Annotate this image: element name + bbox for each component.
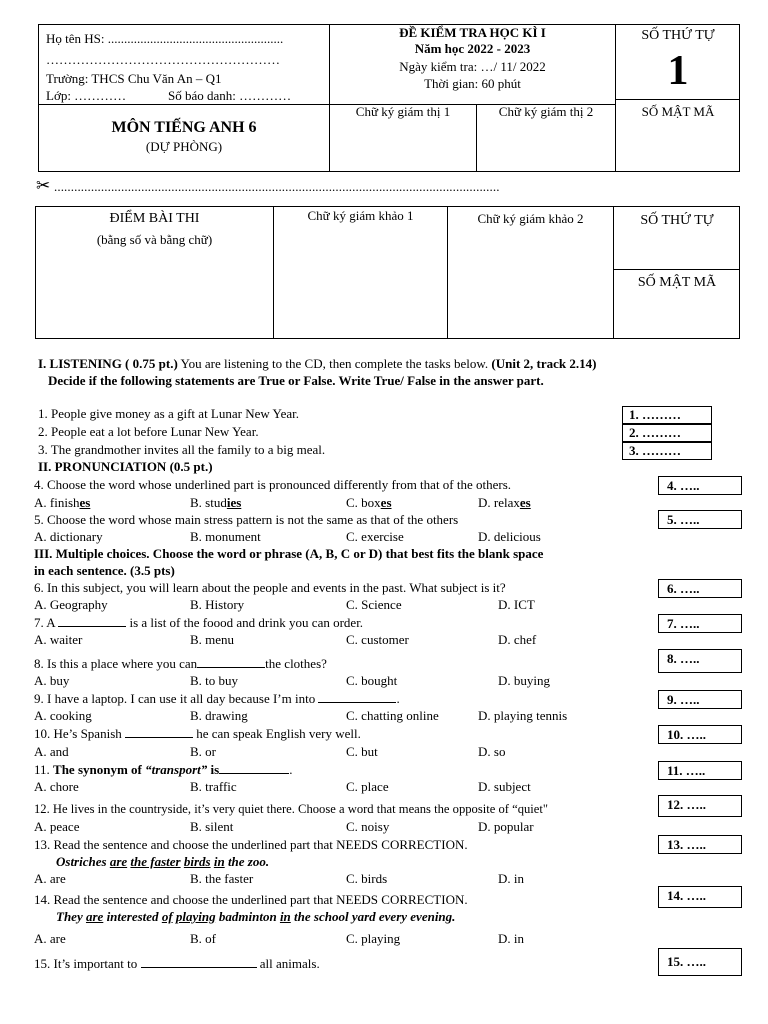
answer-box-3[interactable]: 3. ……… xyxy=(622,442,712,460)
exam-date: Ngày kiểm tra: …/ 11/ 2022 xyxy=(399,59,546,74)
blank[interactable] xyxy=(219,762,289,774)
question-12: 12. He lives in the countryside, it’s very quiet there. Choose a word that means the opposite of “quiet" xyxy=(34,802,549,816)
blank[interactable] xyxy=(318,691,396,703)
answer-box-7[interactable]: 7. ….. xyxy=(658,614,742,633)
subject-note: (DỰ PHÒNG) xyxy=(145,139,223,154)
question-5: 5. Choose the word whose main stress pattern is not the same as that of the others xyxy=(34,512,459,527)
pronunciation-heading: II. PRONUNCIATION (0.5 pt.) xyxy=(38,459,213,474)
option-5d[interactable]: D. delicious xyxy=(478,529,541,544)
question-9: 9. I have a laptop. I can use it all day because I’m into . xyxy=(34,691,400,706)
option-7b[interactable]: B. menu xyxy=(190,632,235,647)
header-divider xyxy=(615,99,740,100)
option-14b[interactable]: B. of xyxy=(190,931,216,946)
option-5a[interactable]: A. dictionary xyxy=(34,529,103,544)
option-6b[interactable]: B. History xyxy=(190,597,245,612)
option-8a[interactable]: A. buy xyxy=(34,673,70,688)
answer-box-15[interactable]: 15. ….. xyxy=(658,948,742,976)
option-8b[interactable]: B. to buy xyxy=(190,673,239,688)
listening-item: 2. People eat a lot before Lunar New Year. xyxy=(38,424,259,439)
grading-order-label: SỐ THỨ TỰ xyxy=(640,213,714,228)
option-10c[interactable]: C. but xyxy=(346,744,378,759)
answer-box-1[interactable]: 1. ……… xyxy=(622,406,712,424)
option-13b[interactable]: B. the faster xyxy=(190,871,254,886)
listening-heading xyxy=(38,356,597,372)
answer-box-10[interactable]: 10. ….. xyxy=(658,725,742,744)
option-9c[interactable]: C. chatting online xyxy=(346,708,439,723)
order-label: SỐ THỨ TỰ xyxy=(641,28,715,43)
subject-title: MÔN TIẾNG ANH 6 xyxy=(111,119,257,136)
option-12d[interactable]: D. popular xyxy=(478,819,534,834)
exam-title: ĐỀ KIỂM TRA HỌC KÌ I xyxy=(399,25,546,40)
blank[interactable] xyxy=(141,956,257,968)
question-8: 8. Is this a place where you can the clothes? xyxy=(34,656,327,671)
option-5c[interactable]: C. exercise xyxy=(346,529,404,544)
question-14-sentence: They are interested of playing badminton in the school yard every evening. xyxy=(56,909,456,924)
cut-line: ..................................................................................................................................... xyxy=(54,179,500,194)
question-11: 11. The synonym of “transport” is . xyxy=(34,762,293,777)
question-7: 7. A is a list of the foood and drink you can order. xyxy=(34,615,364,630)
option-13c[interactable]: C. birds xyxy=(346,871,388,886)
score-title: ĐIỂM BÀI THI xyxy=(109,211,200,226)
option-5b[interactable]: B. monument xyxy=(190,529,261,544)
multiple-choice-heading: III. Multiple choices. Choose the word or phrase (A, B, C or D) that best fits the blank space xyxy=(34,546,544,561)
blank[interactable] xyxy=(197,656,265,668)
option-14d[interactable]: D. in xyxy=(498,931,524,946)
question-4: 4. Choose the word whose underlined part is pronounced differently from that of the others. xyxy=(34,477,512,492)
answer-box-6[interactable]: 6. ….. xyxy=(658,579,742,598)
answer-box-8[interactable]: 8. ….. xyxy=(658,649,742,673)
grading-secret-code-label: SỐ MẬT MÃ xyxy=(637,275,717,290)
option-6d[interactable]: D. ICT xyxy=(498,597,535,612)
option-7c[interactable]: C. customer xyxy=(346,632,409,647)
dots-line: ……………………………………………… xyxy=(46,52,280,67)
listening-heading-text: You are listening to the CD, then complete the tasks below. xyxy=(177,356,492,371)
proctor-1-signature: Chữ ký giám thị 1 xyxy=(355,104,451,119)
answer-box-2[interactable]: 2. ……… xyxy=(622,424,712,442)
option-12a[interactable]: A. peace xyxy=(34,819,80,834)
option-8c[interactable]: C. bought xyxy=(346,673,398,688)
option-10b[interactable]: B. or xyxy=(190,744,216,759)
class-field[interactable]: Lớp: ………… xyxy=(46,88,127,103)
option-13a[interactable]: A. are xyxy=(34,871,66,886)
option-12b[interactable]: B. silent xyxy=(190,819,234,834)
question-13: 13. Read the sentence and choose the underlined part that NEEDS CORRECTION. xyxy=(34,837,468,852)
question-13-sentence: Ostriches are the faster birds in the zoo. xyxy=(56,854,270,869)
multiple-choice-heading-cont: in each sentence. (3.5 pts) xyxy=(34,563,175,578)
score-note: (bằng số và bằng chữ) xyxy=(96,232,213,247)
option-10a[interactable]: A. and xyxy=(34,744,69,759)
examiner-1-signature: Chữ ký giám khảo 1 xyxy=(307,208,414,223)
listening-item: 1. People give money as a gift at Lunar New Year. xyxy=(38,406,300,421)
option-14a[interactable]: A. are xyxy=(34,931,66,946)
blank[interactable] xyxy=(125,726,193,738)
option-7a[interactable]: A. waiter xyxy=(34,632,83,647)
examiner-2-signature: Chữ ký giám khảo 2 xyxy=(477,211,584,226)
option-13d[interactable]: D. in xyxy=(498,871,524,886)
option-11b[interactable]: B. traffic xyxy=(190,779,237,794)
answer-box-9[interactable]: 9. ….. xyxy=(658,690,742,709)
option-4d[interactable]: D. relaxes xyxy=(478,495,531,510)
secret-code-label: SỐ MẬT MÃ xyxy=(641,104,715,119)
option-11a[interactable]: A. chore xyxy=(34,779,79,794)
option-4c[interactable]: C. boxes xyxy=(346,495,392,510)
exam-duration: Thời gian: 60 phút xyxy=(424,76,521,91)
grading-divider xyxy=(273,206,274,339)
option-14c[interactable]: C. playing xyxy=(346,931,401,946)
proctor-2-signature: Chữ ký giám thị 2 xyxy=(498,104,594,119)
answer-box-13[interactable]: 13. ….. xyxy=(658,835,742,854)
question-6: 6. In this subject, you will learn about the people and events in the past. What subject is it? xyxy=(34,580,506,595)
school-year: Năm học 2022 - 2023 xyxy=(414,41,531,56)
student-name-field[interactable]: Họ tên HS: ...................................................... xyxy=(46,31,284,46)
question-15: 15. It’s important to all animals. xyxy=(34,956,320,971)
listening-item: 3. The grandmother invites all the family to a big meal. xyxy=(38,442,326,457)
option-9a[interactable]: A. cooking xyxy=(34,708,92,723)
option-9d[interactable]: D. playing tennis xyxy=(478,708,568,723)
question-10: 10. He’s Spanish he can speak English very well. xyxy=(34,726,361,741)
option-7d[interactable]: D. chef xyxy=(498,632,537,647)
option-9b[interactable]: B. drawing xyxy=(190,708,248,723)
option-4b[interactable]: B. studies xyxy=(190,495,242,510)
candidate-number-field[interactable]: Số báo danh: ………… xyxy=(168,88,292,103)
question-14: 14. Read the sentence and choose the underlined part that NEEDS CORRECTION. xyxy=(34,892,468,907)
answer-box-14[interactable]: 14. ….. xyxy=(658,886,742,908)
option-11d[interactable]: D. subject xyxy=(478,779,531,794)
option-6a[interactable]: A. Geography xyxy=(34,597,108,612)
answer-box-4[interactable]: 4. ….. xyxy=(658,476,742,495)
answer-box-5[interactable]: 5. ….. xyxy=(658,510,742,529)
option-6c[interactable]: C. Science xyxy=(346,597,402,612)
school-name: Trường: THCS Chu Văn An – Q1 xyxy=(46,71,222,86)
answer-box-12[interactable]: 12. ….. xyxy=(658,795,742,817)
option-11c[interactable]: C. place xyxy=(346,779,389,794)
listening-heading-title: I. LISTENING ( 0.75 pt.) xyxy=(38,356,178,371)
option-10d[interactable]: D. so xyxy=(478,744,506,759)
scissors-icon: ✂ xyxy=(36,176,51,195)
option-4a[interactable]: A. finishes xyxy=(34,495,91,510)
blank[interactable] xyxy=(58,615,126,627)
grading-divider xyxy=(613,269,740,270)
option-8d[interactable]: D. buying xyxy=(498,673,550,688)
listening-unit: (Unit 2, track 2.14) xyxy=(491,356,597,371)
answer-box-11[interactable]: 11. ….. xyxy=(658,761,742,780)
option-12c[interactable]: C. noisy xyxy=(346,819,390,834)
order-number: 1 xyxy=(667,48,689,94)
listening-instruction: Decide if the following statements are True or False. Write True/ False in the answer part. xyxy=(48,373,544,388)
